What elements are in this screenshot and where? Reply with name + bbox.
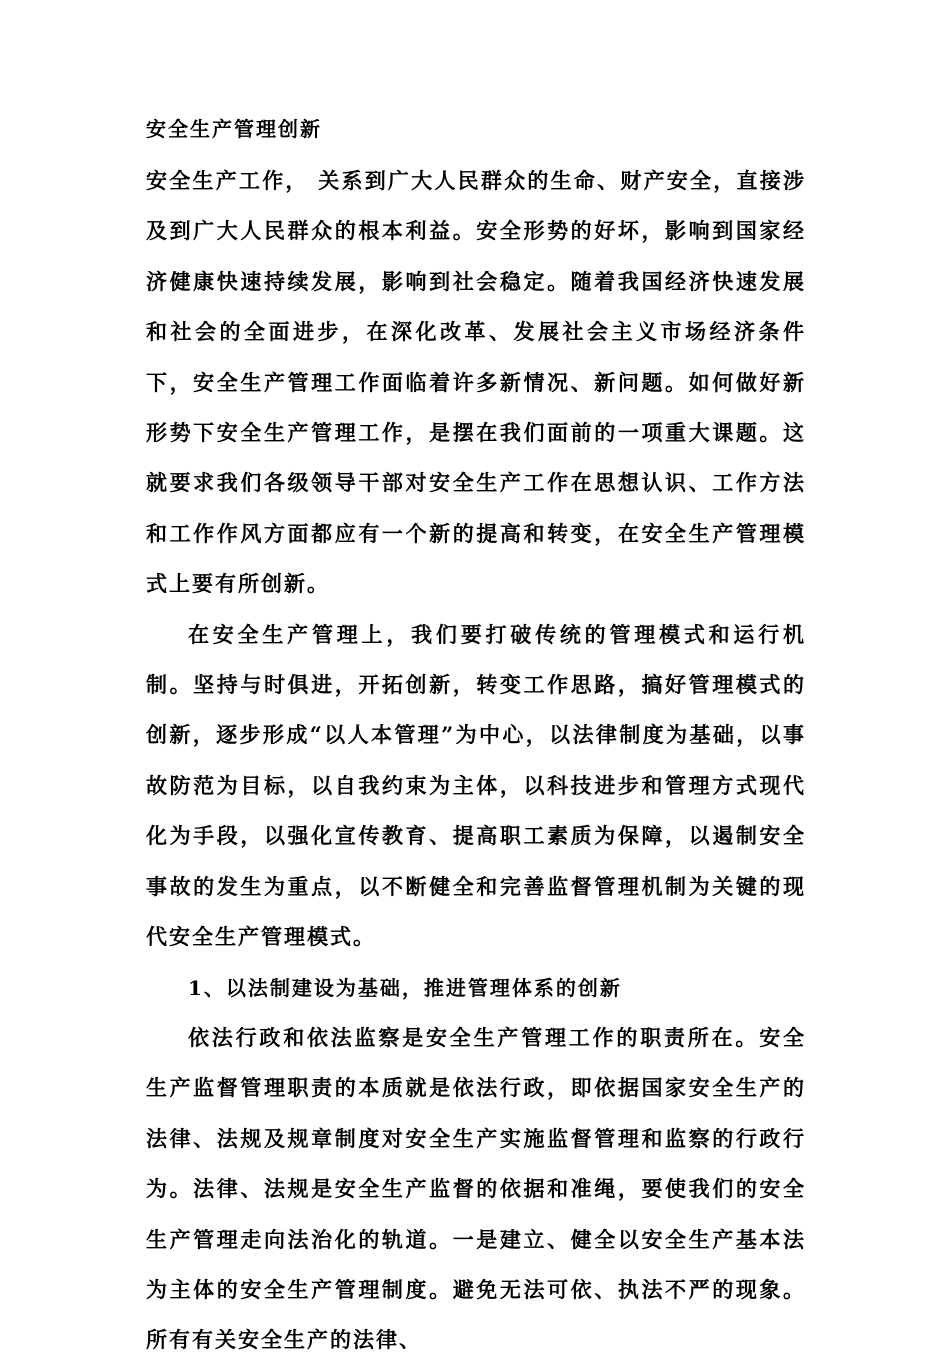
document-title: 安全生产管理创新: [146, 117, 322, 141]
document-body: [146, 114, 806, 1366]
section-heading: 1、以法制建设为基础，推进管理体系的创新: [188, 975, 622, 1000]
management-paragraph: 在安全生产管理上，我们要打破传统的管理模式和运行机制。坚持与时俱进，开拓创新，转变工作思路，搞好管理模式的创新，逐步形成“以人本管理”为中心，以法律制度为基础，以事故防范为目标，以自我约束为主体，以科技进步和管理方式现代化为手段，以强化宣传教育、提高职工素质为保障，以遏制安全事故的发生为重点，以不断健全和完善监督管理机制为关键的现代安全生产管理模式。: [146, 621, 806, 950]
section-paragraph: 依法行政和依法监察是安全生产管理工作的职责所在。安全生产监督管理职责的本质就是依法行政，即依据国家安全生产的法律、法规及规章制度对安全生产实施监督管理和监察的行政行为。法律、法规是安全生产监督的依据和准绳，要使我们的安全生产管理走向法治化的轨道。一是建立、健全以安全生产基本法为主体的安全生产管理制度。避免无法可依、执法不严的现象。所有有关安全生产的法律、: [146, 1024, 806, 1353]
intro-paragraph: 安全生产工作， 关系到广大人民群众的生命、财产安全，直接涉及到广大人民群众的根本利益。安全形势的好坏，影响到国家经济健康快速持续发展，影响到社会稳定。随着我国经济快速发展和社会的全面进步，在深化改革、发展社会主义市场经济条件下，安全生产管理工作面临着许多新情况、新问题。如何做好新形势下安全生产管理工作，是摆在我们面前的一项重大课题。这就要求我们各级领导干部对安全生产工作在思想认识、工作方法和工作作风方面都应有一个新的提高和转变，在安全生产管理模式上要有所创新。: [146, 168, 806, 597]
